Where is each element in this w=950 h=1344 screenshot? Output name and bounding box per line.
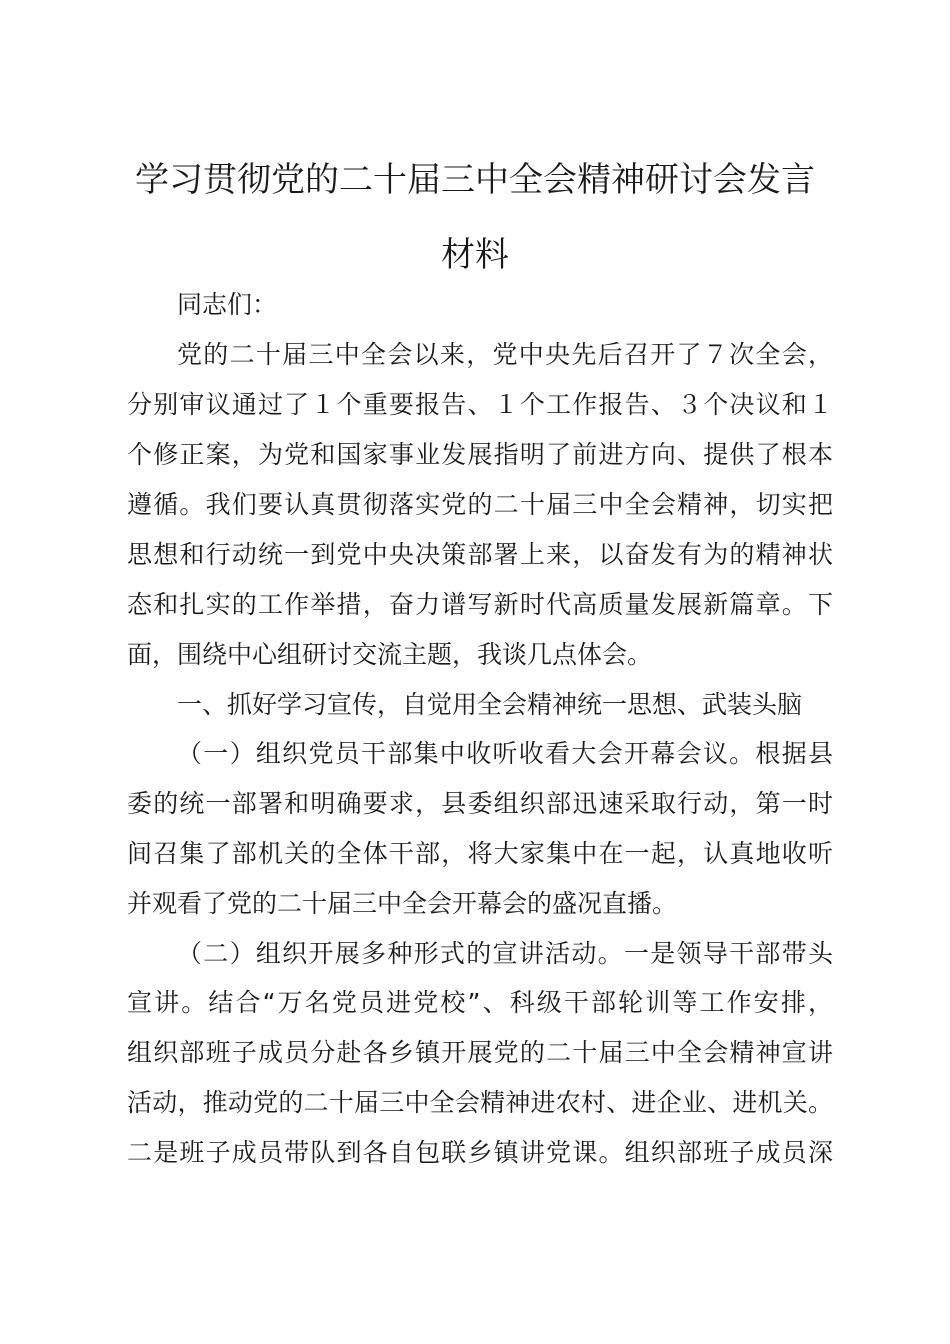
paragraph-line: 党的二十届三中全会以来，党中央先后召开了７次全会，	[177, 340, 833, 369]
paragraph-line: 宣讲。结合“万名党员进党校”、科级干部轮训等工作安排，	[127, 988, 833, 1017]
document-title: 学习贯彻党的二十届三中全会精神研讨会发言	[135, 160, 815, 200]
paragraph-line: 态和扎实的工作举措，奋力谱写新时代高质量发展新篇章。下	[127, 590, 833, 619]
paragraph-line: 思想和行动统一到党中央决策部署上来，以奋发有为的精神状	[127, 540, 833, 569]
paragraph-line: 二是班子成员带队到各自包联乡镇讲党课。组织部班子成员深	[127, 1138, 833, 1167]
paragraph-line: 并观看了党的二十届三中全会开幕会的盛况直播。	[127, 889, 678, 918]
paragraph-line: 委的统一部署和明确要求，县委组织部迅速采取行动，第一时	[127, 789, 833, 818]
salutation: 同志们：	[177, 290, 278, 319]
paragraph-line: 活动，推动党的二十届三中全会精神进农村、进企业、进机关。	[127, 1088, 833, 1117]
subsection-heading: （一）组织党员干部集中收听收看大会开幕会议。根据县	[177, 739, 833, 768]
document-title-continued: 材料	[441, 235, 509, 275]
section-heading: 一、抓好学习宣传，自觉用全会精神统一思想、武装头脑	[177, 690, 803, 719]
subsection-heading: （二）组织开展多种形式的宣讲活动。一是领导干部带头	[177, 939, 833, 968]
paragraph-line: 面，围绕中心组研讨交流主题，我谈几点体会。	[127, 640, 653, 669]
paragraph-line: 间召集了部机关的全体干部，将大家集中在一起，认真地收听	[127, 839, 833, 868]
paragraph-line: 遵循。我们要认真贯彻落实党的二十届三中全会精神，切实把	[127, 490, 833, 519]
paragraph-line: 个修正案，为党和国家事业发展指明了前进方向、提供了根本	[127, 440, 833, 469]
paragraph-line: 分别审议通过了１个重要报告、１个工作报告、３个决议和１	[127, 390, 833, 419]
paragraph-line: 组织部班子成员分赴各乡镇开展党的二十届三中全会精神宣讲	[127, 1038, 833, 1067]
